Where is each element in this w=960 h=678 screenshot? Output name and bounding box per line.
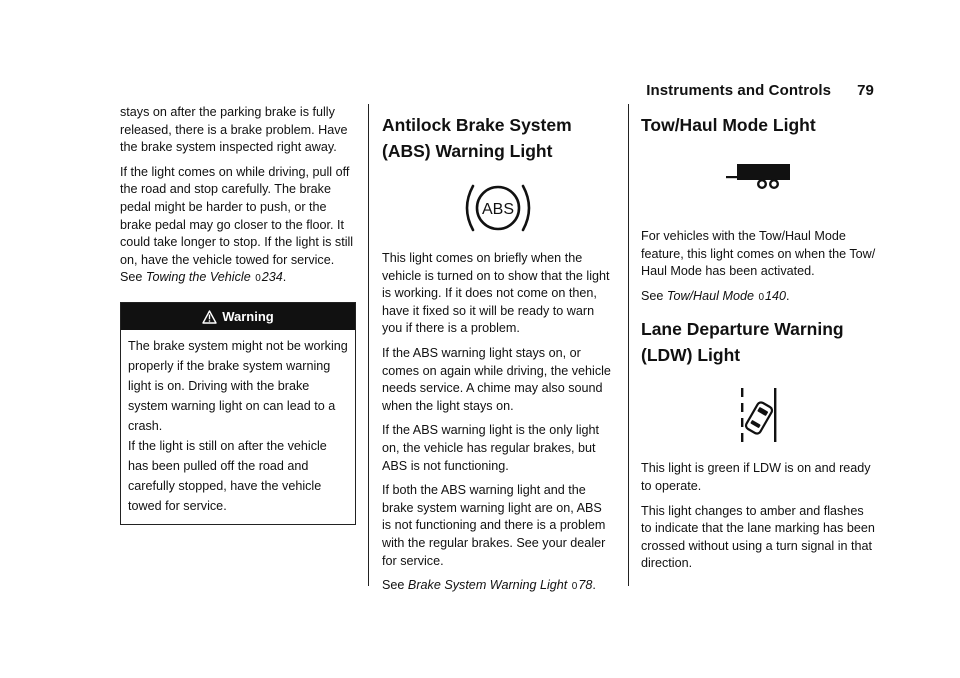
section-heading: Tow/Haul Mode Light [641, 115, 816, 135]
paragraph [382, 577, 614, 596]
paragraph: This light comes on briefly when the vehicle is turned on to show that the light is working. If it does not come on then, have it fixed so it will be ready to warn you if there is a problem. [382, 251, 610, 336]
paragraph [641, 288, 877, 307]
punctuation: . [592, 578, 596, 593]
punctuation: . [786, 288, 790, 303]
section-heading: Lane Departure Warning (LDW) Light [641, 319, 844, 366]
column-divider [628, 104, 629, 586]
section-heading: Antilock Brake System (ABS) Warning Light [382, 115, 572, 161]
page-ref-icon: 0 [255, 273, 261, 285]
paragraph: This light is green if LDW is on and ready to operate. [641, 461, 871, 493]
paragraph: This light changes to amber and flashes to indicate that the lane marking has been crossed without using a turn signal in that direction. [641, 503, 875, 571]
page-header [646, 82, 874, 99]
cross-reference-page[interactable]: 234 [261, 270, 283, 285]
cross-reference-link[interactable]: Tow/Haul Mode [666, 288, 754, 303]
column-middle [382, 112, 614, 603]
lane-departure-icon [641, 388, 877, 442]
paragraph-text: If the light comes on while driving, pull off the road and stop carefully. The brake pedal might be harder to push, or the brake pedal may go closer to the floor. It could take longer to stop. If the light is still on, have the vehicle towed for service. See [120, 164, 354, 285]
page-ref-icon: 0 [758, 291, 765, 303]
column-right [641, 112, 877, 580]
paragraph: If both the ABS warning light and the brake system warning light are on, ABS is not functioning and there is a problem with the regular brakes. See your dealer for service. [382, 483, 606, 568]
paragraph-text: See [641, 288, 667, 303]
cross-reference-link[interactable]: Towing the Vehicle [145, 270, 251, 285]
warning-box [120, 302, 356, 525]
punctuation: . [282, 270, 287, 285]
warning-body [121, 330, 355, 524]
paragraph: stays on after the parking brake is fully released, there is a brake problem. Have the brake system inspected right away. [120, 105, 348, 155]
cross-reference-page[interactable]: 78 [578, 578, 593, 593]
paragraph [120, 164, 356, 288]
paragraph: If the ABS warning light is the only light on, the vehicle has regular brakes, but ABS is not functioning. [382, 423, 600, 473]
column-left [120, 104, 356, 525]
warning-title: Warning [222, 308, 274, 324]
column-divider [368, 104, 369, 586]
abs-warning-icon [382, 178, 614, 238]
paragraph: For vehicles with the Tow/Haul Mode feature, this light comes on when the Tow/ Haul Mode has been activated. [641, 229, 876, 279]
warning-text: If the light is still on after the vehicle has been pulled off the road and carefully stopped, have the vehicle towed for service. [128, 438, 327, 513]
paragraph-text: See [382, 578, 408, 593]
abs-icon-text: ABS [481, 201, 515, 218]
tow-haul-trailer-icon [641, 162, 877, 194]
section-title: Instruments and Controls [646, 82, 832, 99]
page-ref-icon: 0 [571, 581, 578, 593]
warning-header [121, 303, 355, 330]
warning-text: The brake system might not be working properly if the brake system warning light is on. Driving with the brake system warning light on can lead to a crash. [128, 338, 348, 433]
page-number: 79 [857, 82, 874, 99]
cross-reference-link[interactable]: Brake System Warning Light [407, 578, 568, 593]
cross-reference-page[interactable]: 140 [765, 288, 787, 303]
paragraph: If the ABS warning light stays on, or comes on again while driving, the vehicle needs service. A chime may also sound when the light stays on. [382, 345, 611, 413]
warning-triangle-icon [202, 306, 217, 333]
